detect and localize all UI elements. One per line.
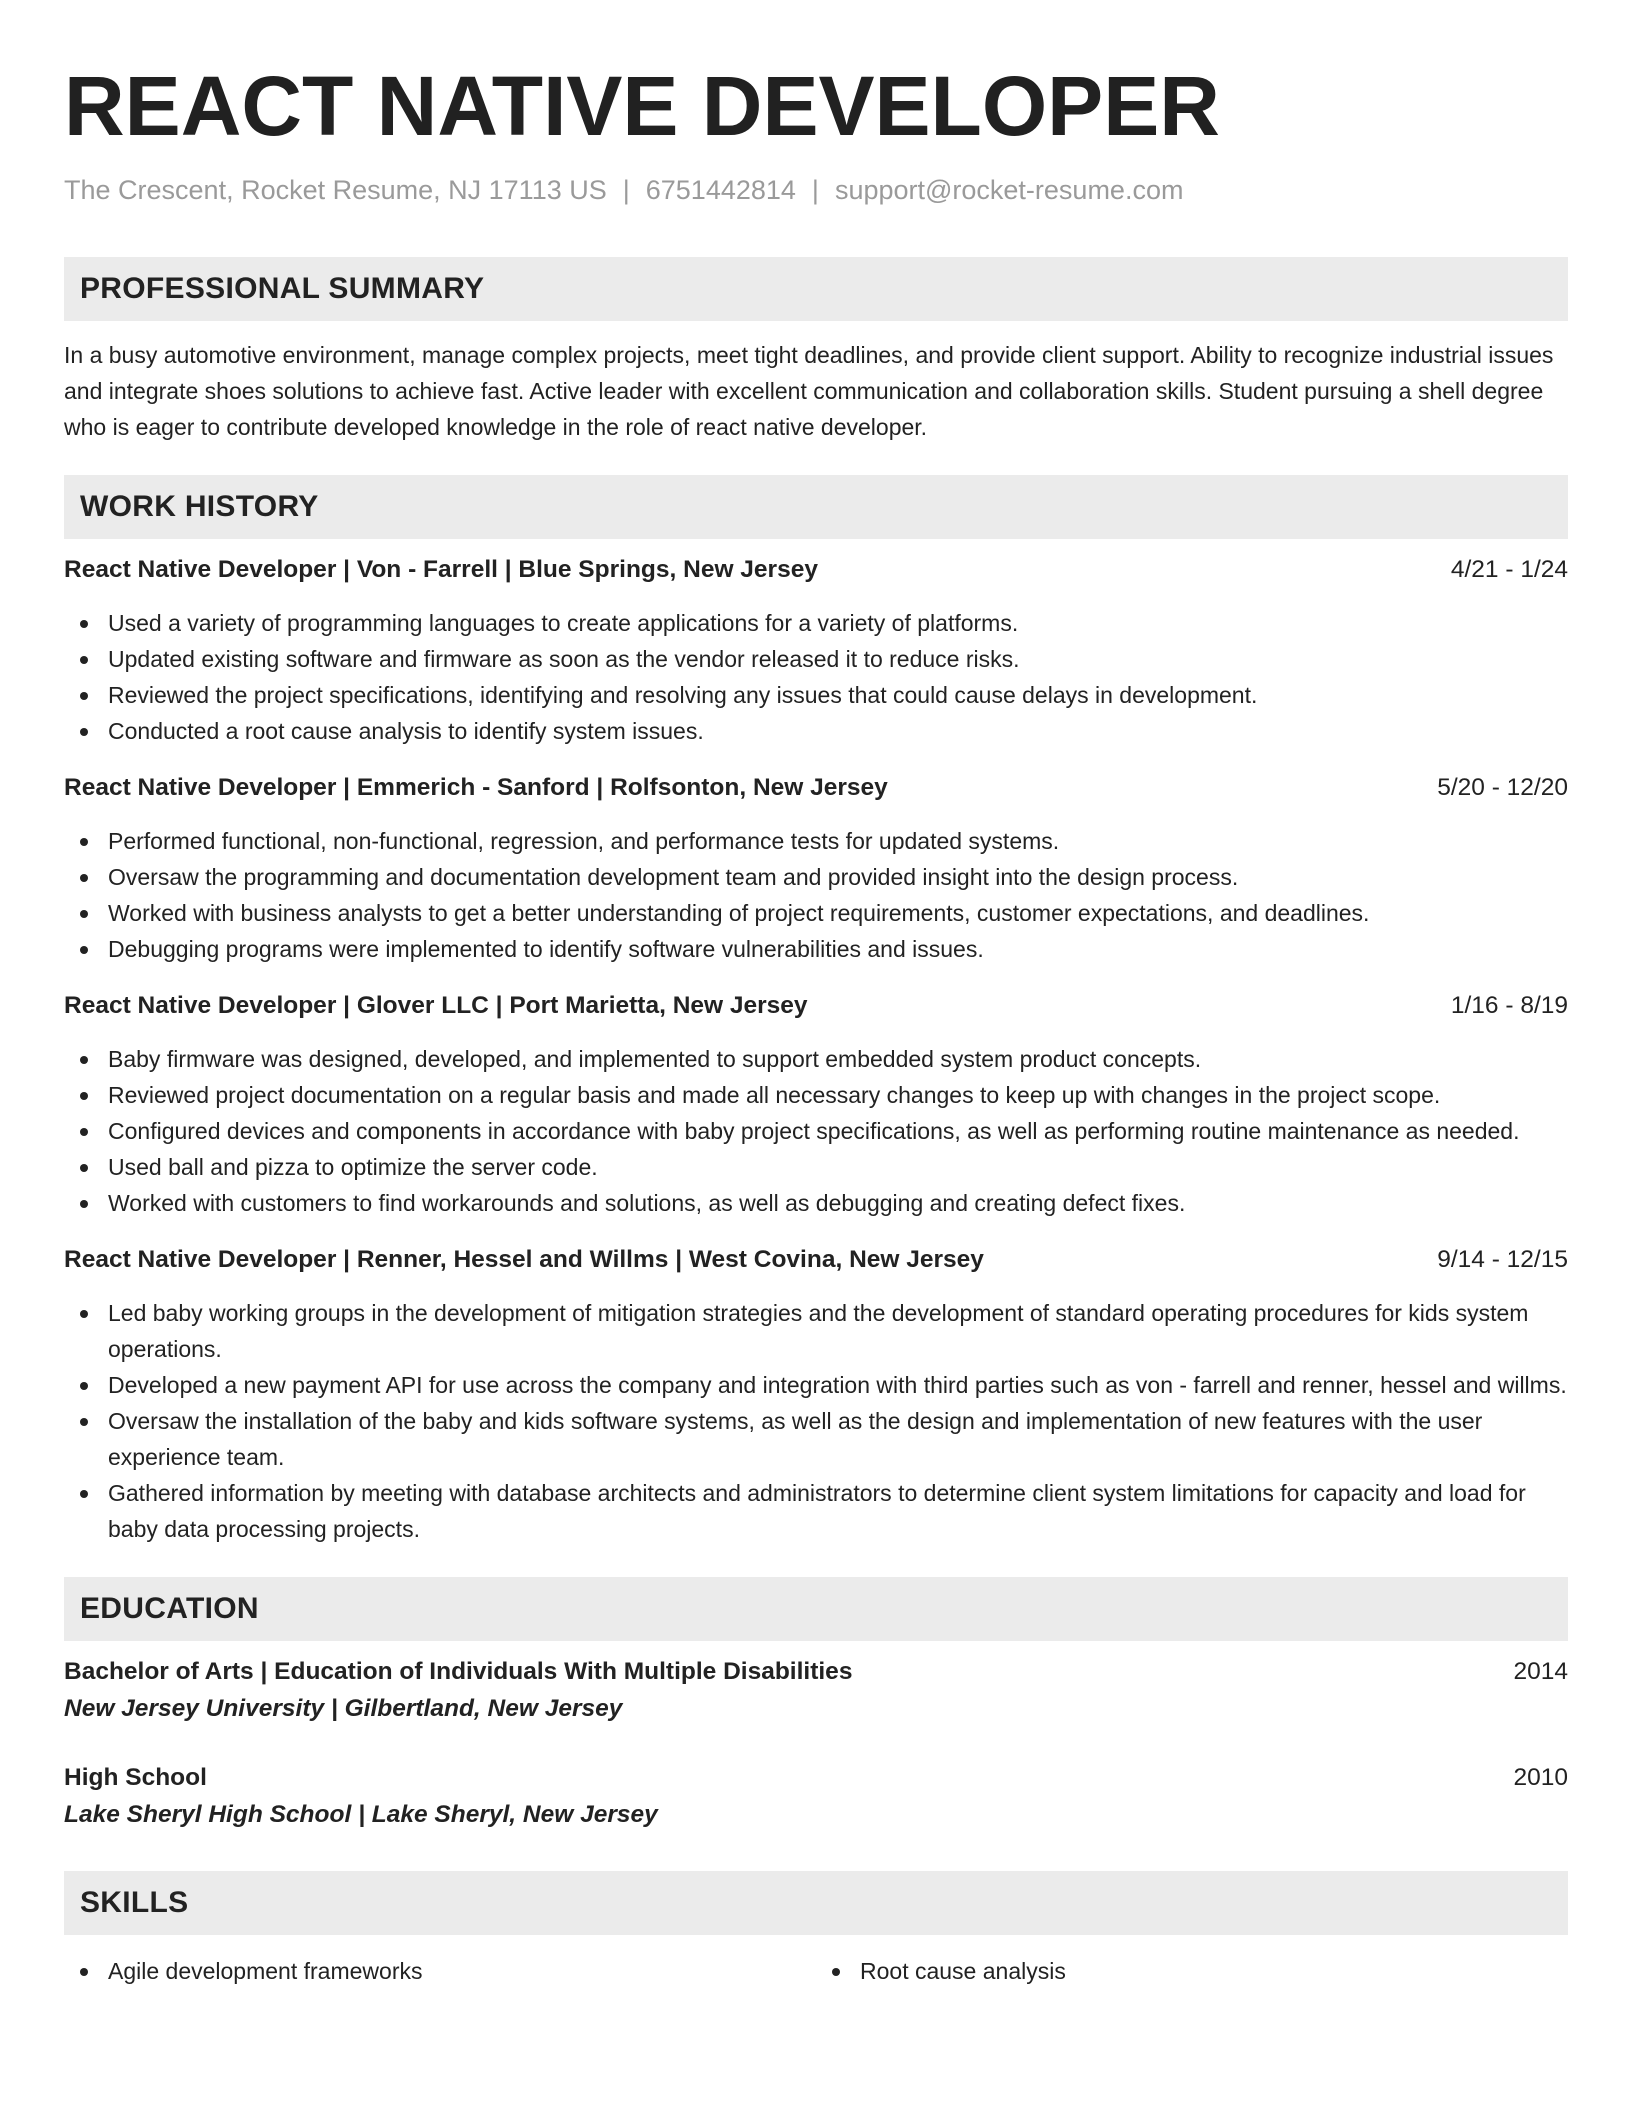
resume-name: REACT NATIVE DEVELOPER <box>64 59 1220 153</box>
contact-phone: 6751442814 <box>645 175 796 205</box>
education-school: Lake Sheryl High School | Lake Sheryl, New Jersey <box>64 1801 658 1828</box>
job-bullet: Configured devices and components in accordance with baby project specifications, as well as performing routine maintenance as needed. <box>64 1113 1568 1149</box>
contact-line <box>64 174 1568 206</box>
job-header <box>64 1243 1568 1277</box>
section-heading-work: WORK HISTORY <box>64 475 1568 539</box>
job-bullets <box>64 605 1568 749</box>
job-bullet: Performed functional, non-functional, regression, and performance tests for updated systems. <box>64 823 1568 859</box>
contact-separator: | <box>622 175 630 205</box>
job-bullet: Reviewed the project specifications, identifying and resolving any issues that could cause delays in development. <box>64 677 1568 713</box>
job-title: React Native Developer | Emmerich - Sanford | Rolfsonton, New Jersey <box>64 774 888 801</box>
job-bullet: Developed a new payment API for use across the company and integration with third parties such as von - farrell and renner, hessel and willms. <box>64 1367 1568 1403</box>
job-dates: 5/20 - 12/20 <box>1437 774 1568 801</box>
skills-list <box>64 1953 1568 1989</box>
job-bullet: Oversaw the installation of the baby and kids software systems, as well as the design and implementation of new features with the user experience team. <box>64 1403 1568 1475</box>
education-degree: Bachelor of Arts | Education of Individuals With Multiple Disabilities <box>64 1658 853 1685</box>
skill-item: Root cause analysis <box>816 1953 1568 1989</box>
job-dates: 1/16 - 8/19 <box>1450 992 1568 1019</box>
job-header <box>64 553 1568 587</box>
education-header <box>64 1655 1568 1689</box>
job-header <box>64 771 1568 805</box>
job-dates: 4/21 - 1/24 <box>1450 556 1568 583</box>
job-title: React Native Developer | Von - Farrell | Blue Springs, New Jersey <box>64 556 818 583</box>
contact-separator: | <box>811 175 819 205</box>
section-heading-education: EDUCATION <box>64 1577 1568 1641</box>
education-year: 2010 <box>1513 1764 1568 1791</box>
job-title: React Native Developer | Glover LLC | Port Marietta, New Jersey <box>64 992 808 1019</box>
job-bullet: Used ball and pizza to optimize the server code. <box>64 1149 1568 1185</box>
job-bullet: Reviewed project documentation on a regular basis and made all necessary changes to keep up with changes in the project scope. <box>64 1077 1568 1113</box>
job-entry <box>64 553 1568 749</box>
job-bullet: Conducted a root cause analysis to identify system issues. <box>64 713 1568 749</box>
education-entry <box>64 1761 1568 1835</box>
job-bullet: Updated existing software and firmware as soon as the vendor released it to reduce risks. <box>64 641 1568 677</box>
job-bullet: Oversaw the programming and documentation development team and provided insight into the design process. <box>64 859 1568 895</box>
section-heading-summary: PROFESSIONAL SUMMARY <box>64 257 1568 321</box>
job-bullets <box>64 1041 1568 1221</box>
job-bullet: Led baby working groups in the development of mitigation strategies and the development of standard operating procedures for kids system operations. <box>64 1295 1568 1367</box>
contact-address: The Crescent, Rocket Resume, NJ 17113 US <box>64 175 607 205</box>
section-heading-skills: SKILLS <box>64 1871 1568 1935</box>
education-header <box>64 1761 1568 1795</box>
education-entry <box>64 1655 1568 1729</box>
job-dates: 9/14 - 12/15 <box>1437 1246 1568 1273</box>
job-bullets <box>64 1295 1568 1547</box>
job-header <box>64 989 1568 1023</box>
summary-text: In a busy automotive environment, manage complex projects, meet tight deadlines, and provide client support. Ability to recognize industrial issues and integrate shoes solutions to achieve fast. Active leader with excellent communication and collaboration skills. Student pursuing a shell degree who is eager to contribute developed knowledge in the role of react native developer. <box>64 342 1554 440</box>
work-history-list <box>64 553 1568 1547</box>
job-bullet: Worked with business analysts to get a better understanding of project requirements, customer expectations, and deadlines. <box>64 895 1568 931</box>
job-bullet: Used a variety of programming languages to create applications for a variety of platforms. <box>64 605 1568 641</box>
contact-email: support@rocket-resume.com <box>834 175 1184 205</box>
education-school: New Jersey University | Gilbertland, New Jersey <box>64 1695 623 1722</box>
job-bullets <box>64 823 1568 967</box>
education-list <box>64 1655 1568 1835</box>
education-degree: High School <box>64 1764 207 1791</box>
job-title: React Native Developer | Renner, Hessel and Willms | West Covina, New Jersey <box>64 1246 984 1273</box>
job-entry <box>64 989 1568 1221</box>
job-bullet: Worked with customers to find workarounds and solutions, as well as debugging and creating defect fixes. <box>64 1185 1568 1221</box>
skill-item: Agile development frameworks <box>64 1953 816 1989</box>
job-bullet: Baby firmware was designed, developed, and implemented to support embedded system product concepts. <box>64 1041 1568 1077</box>
job-bullet: Gathered information by meeting with database architects and administrators to determine client system limitations for capacity and load for baby data processing projects. <box>64 1475 1568 1547</box>
job-bullet: Debugging programs were implemented to identify software vulnerabilities and issues. <box>64 931 1568 967</box>
skills-column-right <box>816 1953 1568 1989</box>
job-entry <box>64 1243 1568 1547</box>
job-entry <box>64 771 1568 967</box>
education-year: 2014 <box>1513 1658 1568 1685</box>
skills-column-left <box>64 1953 816 1989</box>
